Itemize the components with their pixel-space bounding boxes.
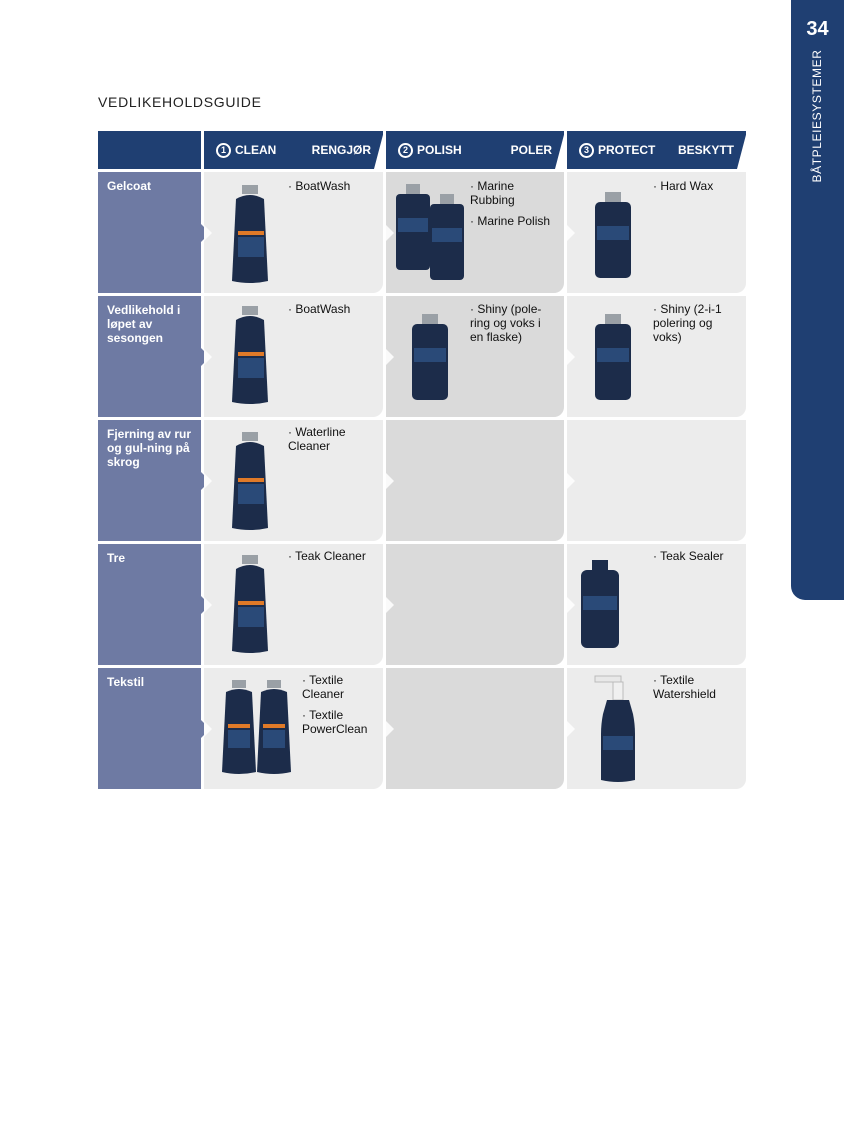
row-label-season: Vedlikehold i løpet av sesongen: [98, 296, 201, 417]
product-name: · Waterline Cleaner: [288, 425, 346, 453]
product-list: [302, 673, 376, 736]
product-name: · BoatWash: [288, 179, 351, 193]
row-label-gelcoat: Gelcoat: [98, 172, 201, 293]
product-name: · Marine Rubbing: [470, 179, 515, 207]
step-3-icon: 3: [579, 143, 594, 158]
step-2-icon: 2: [398, 143, 413, 158]
cell-season-protect: [567, 296, 746, 417]
product-name: · Marine Polish: [470, 214, 551, 228]
product-list: [653, 673, 729, 701]
product-name: · Shiny (pole-ring og voks i en flaske): [470, 302, 542, 344]
jug-bottle-icon: [228, 432, 272, 532]
bottle-icon: [394, 184, 432, 270]
column-header-clean: [204, 131, 383, 169]
cell-hull-protect: [567, 420, 746, 541]
cell-textile-clean: [204, 668, 383, 789]
jug-bottle-icon: [220, 680, 258, 776]
product-list: [653, 302, 731, 344]
product-name: · Hard Wax: [653, 179, 714, 193]
page-title: VEDLIKEHOLDSGUIDE: [98, 94, 262, 110]
cell-season-polish: [386, 296, 564, 417]
bottle-icon: [579, 560, 621, 648]
product-list: [470, 179, 560, 228]
row-label-textile: Tekstil: [98, 668, 201, 789]
column-header-no: BESKYTT: [677, 143, 734, 157]
spray-bottle-icon: [593, 674, 649, 784]
product-name: · BoatWash: [288, 302, 351, 316]
jug-bottle-icon: [228, 185, 272, 285]
cell-hull-polish: [386, 420, 564, 541]
jug-bottle-icon: [255, 680, 293, 776]
column-header-en: CLEAN: [235, 143, 277, 157]
page-number: 34: [806, 18, 829, 40]
chapter-label: BÅTPLEIESYSTEMER: [810, 49, 824, 183]
bottle-icon: [428, 194, 466, 280]
cell-wood-clean: [204, 544, 383, 665]
cell-gelcoat-clean: [204, 172, 383, 293]
product-name: · Shiny (2-i-1 polering og voks): [653, 302, 722, 344]
bottle-icon: [593, 314, 633, 400]
bottle-icon: [593, 192, 633, 278]
product-list: [288, 425, 354, 453]
cell-wood-protect: [567, 544, 746, 665]
bottle-icon: [410, 314, 450, 400]
cell-wood-polish: [386, 544, 564, 665]
cell-gelcoat-protect: [567, 172, 746, 293]
product-list: [653, 179, 741, 193]
header-corner: [98, 131, 201, 169]
product-name: · Textile Cleaner: [302, 673, 345, 701]
product-list: [653, 549, 741, 563]
product-name: · Textile PowerClean: [302, 708, 368, 736]
column-header-en: PROTECT: [598, 143, 656, 157]
product-list: [288, 549, 378, 563]
jug-bottle-icon: [228, 555, 272, 655]
column-header-protect: [567, 131, 746, 169]
column-header-no: POLER: [510, 143, 552, 157]
cell-textile-polish: [386, 668, 564, 789]
product-name: · Textile Watershield: [653, 673, 716, 701]
row-label-hull-cleaning: Fjerning av rur og gul-ning på skrog: [98, 420, 201, 541]
product-list: [288, 179, 378, 193]
cell-hull-clean: [204, 420, 383, 541]
step-1-icon: 1: [216, 143, 231, 158]
product-name: · Teak Cleaner: [288, 549, 366, 563]
product-list: [288, 302, 378, 316]
chapter-tab: [791, 0, 844, 600]
product-list: [470, 302, 550, 344]
column-header-polish: [386, 131, 564, 169]
cell-season-clean: [204, 296, 383, 417]
product-name: · Teak Sealer: [653, 549, 724, 563]
cell-gelcoat-polish: [386, 172, 564, 293]
row-label-wood: Tre: [98, 544, 201, 665]
column-header-en: POLISH: [417, 143, 462, 157]
column-header-no: RENGJØR: [311, 143, 371, 157]
cell-textile-protect: [567, 668, 746, 789]
jug-bottle-icon: [228, 306, 272, 406]
